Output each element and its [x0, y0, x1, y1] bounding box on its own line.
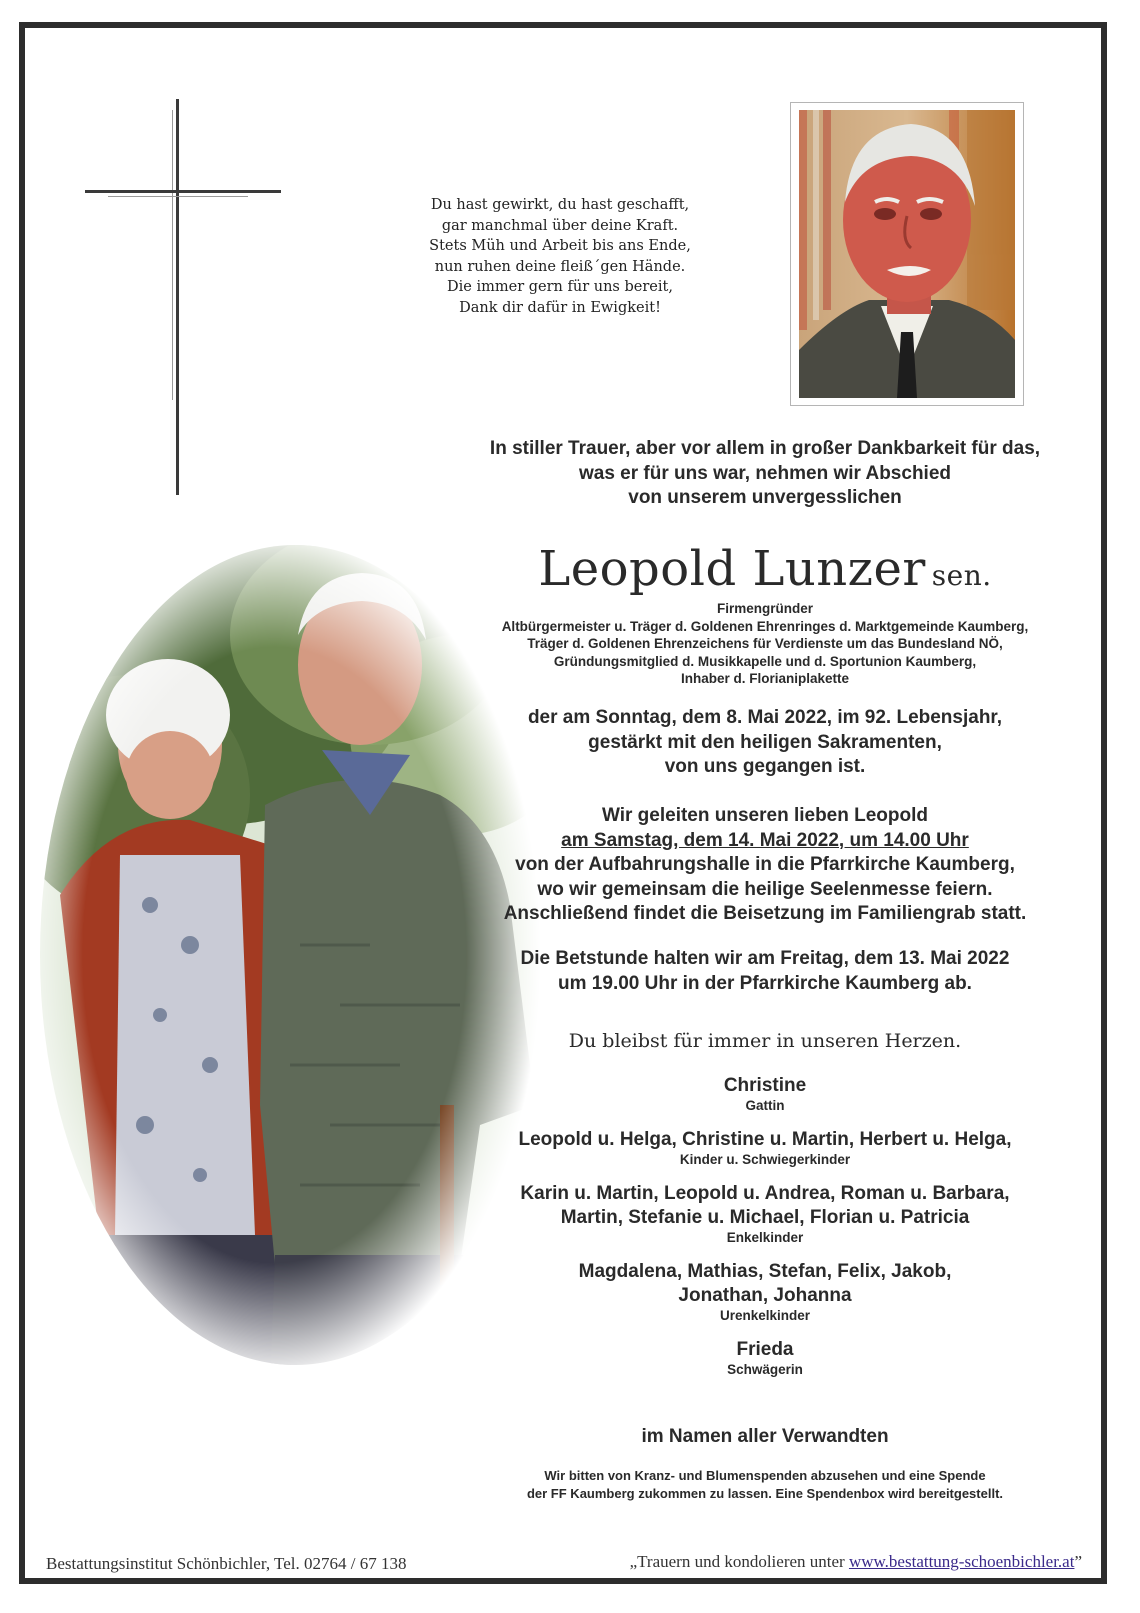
mourner-names: Christine	[723, 1075, 807, 1096]
intro-line: was er für uns war, nehmen wir Abschied	[578, 462, 951, 484]
poem-line: Stets Müh und Arbeit bis ans Ende,	[429, 238, 691, 254]
donation-note	[440, 1467, 1090, 1503]
vigil-line: Die Betstunde halten wir am Freitag, dem 13. Mai 2022	[520, 948, 1010, 969]
family-line: im Namen aller Verwandten	[641, 1426, 889, 1447]
mourner-names: Frieda	[736, 1339, 794, 1360]
death-line: der am Sonntag, dem 8. Mai 2022, im 92. Lebensjahr,	[527, 707, 1003, 728]
condolence-suffix: ”	[1074, 1552, 1082, 1571]
mourner-role: Urenkelkinder	[719, 1308, 811, 1323]
intro-line: In stiller Trauer, aber vor allem in großer Dankbarkeit für das,	[489, 438, 1041, 459]
mourner-group	[440, 1128, 1090, 1168]
portrait-photo-frame	[790, 102, 1024, 406]
portrait-photo	[799, 110, 1015, 398]
mourner-group	[440, 1338, 1090, 1378]
deceased-titles	[440, 600, 1090, 688]
death-line: gestärkt mit den heiligen Sakramenten,	[588, 731, 942, 753]
poem-line: Dank dir dafür in Ewigkeit!	[459, 299, 661, 316]
funeral-home-contact: Bestattungsinstitut Schönbichler, Tel. 02764 / 67 138	[46, 1554, 407, 1573]
title-line: Gründungsmitglied d. Musikkapelle und d. Sportunion Kaumberg,	[553, 653, 977, 669]
condolence-link[interactable]: www.bestattung-schoenbichler.at	[848, 1552, 1075, 1571]
title-line: Firmengründer	[716, 601, 813, 616]
mourner-names: Martin, Stefanie u. Michael, Florian u. Patricia	[560, 1207, 970, 1228]
condolence-footer	[630, 1552, 1082, 1572]
deceased-name	[440, 541, 1090, 604]
funeral-date: am Samstag, dem 14. Mai 2022, um 14.00 Uhr	[561, 829, 969, 851]
mourner-group	[440, 1260, 1090, 1324]
poem-line: Die immer gern für uns bereit,	[447, 279, 673, 295]
vigil-line: um 19.00 Uhr in der Pfarrkirche Kaumberg ab.	[558, 972, 972, 994]
deceased-name-suffix: sen.	[931, 559, 992, 592]
deceased-name-text: Leopold Lunzer	[538, 541, 926, 597]
funeral-details	[440, 804, 1090, 927]
funeral-line: von der Aufbahrungshalle in die Pfarrkirche Kaumberg,	[515, 854, 1015, 875]
donation-line: der FF Kaumberg zukommen zu lassen. Eine Spendenbox wird bereitgestellt.	[526, 1486, 1004, 1501]
donation-line: Wir bitten von Kranz- und Blumenspenden abzusehen und eine Spende	[544, 1468, 986, 1483]
mourner-names: Karin u. Martin, Leopold u. Andrea, Roman u. Barbara,	[520, 1183, 1010, 1204]
mourner-names: Magdalena, Mathias, Stefan, Felix, Jakob,	[578, 1261, 952, 1282]
funeral-line: wo wir gemeinsam die heilige Seelenmesse feiern.	[537, 878, 993, 900]
funeral-line: Anschließend findet die Beisetzung im Familiengrab statt.	[503, 903, 1027, 924]
title-line: Träger d. Goldenen Ehrenzeichens für Verdienste um das Bundesland NÖ,	[527, 636, 1003, 651]
poem-line: Du hast gewirkt, du hast geschafft,	[430, 197, 690, 213]
intro-text	[440, 437, 1090, 511]
poem-line: nun ruhen deine fleiß´gen Hände.	[434, 258, 686, 275]
condolence-prefix: „Trauern und kondolieren unter	[629, 1552, 849, 1571]
mourner-role: Gattin	[745, 1098, 785, 1113]
motto: Du bleibst für immer in unseren Herzen.	[568, 1030, 962, 1052]
title-line: Inhaber d. Florianiplakette	[680, 671, 850, 686]
funeral-line: Wir geleiten unseren lieben Leopold	[601, 805, 929, 826]
mourner-role: Enkelkinder	[726, 1230, 804, 1245]
poem-line: gar manchmal über deine Kraft.	[441, 217, 679, 234]
mourner-names: Jonathan, Johanna	[678, 1285, 852, 1306]
death-line: von uns gegangen ist.	[664, 756, 866, 777]
poem	[400, 195, 720, 318]
intro-line: von unserem unvergesslichen	[628, 487, 902, 508]
mourner-group	[440, 1074, 1090, 1114]
mourner-role: Schwägerin	[727, 1362, 803, 1377]
title-line: Altbürgermeister u. Träger d. Goldenen Ehrenringes d. Marktgemeinde Kaumberg,	[501, 618, 1029, 634]
mourner-group	[440, 1182, 1090, 1246]
mourner-names: Leopold u. Helga, Christine u. Martin, Herbert u. Helga,	[518, 1129, 1012, 1150]
mourner-role: Kinder u. Schwiegerkinder	[679, 1152, 851, 1167]
mourners-list	[440, 1074, 1090, 1392]
death-notice	[440, 706, 1090, 780]
vigil-details	[440, 947, 1090, 996]
